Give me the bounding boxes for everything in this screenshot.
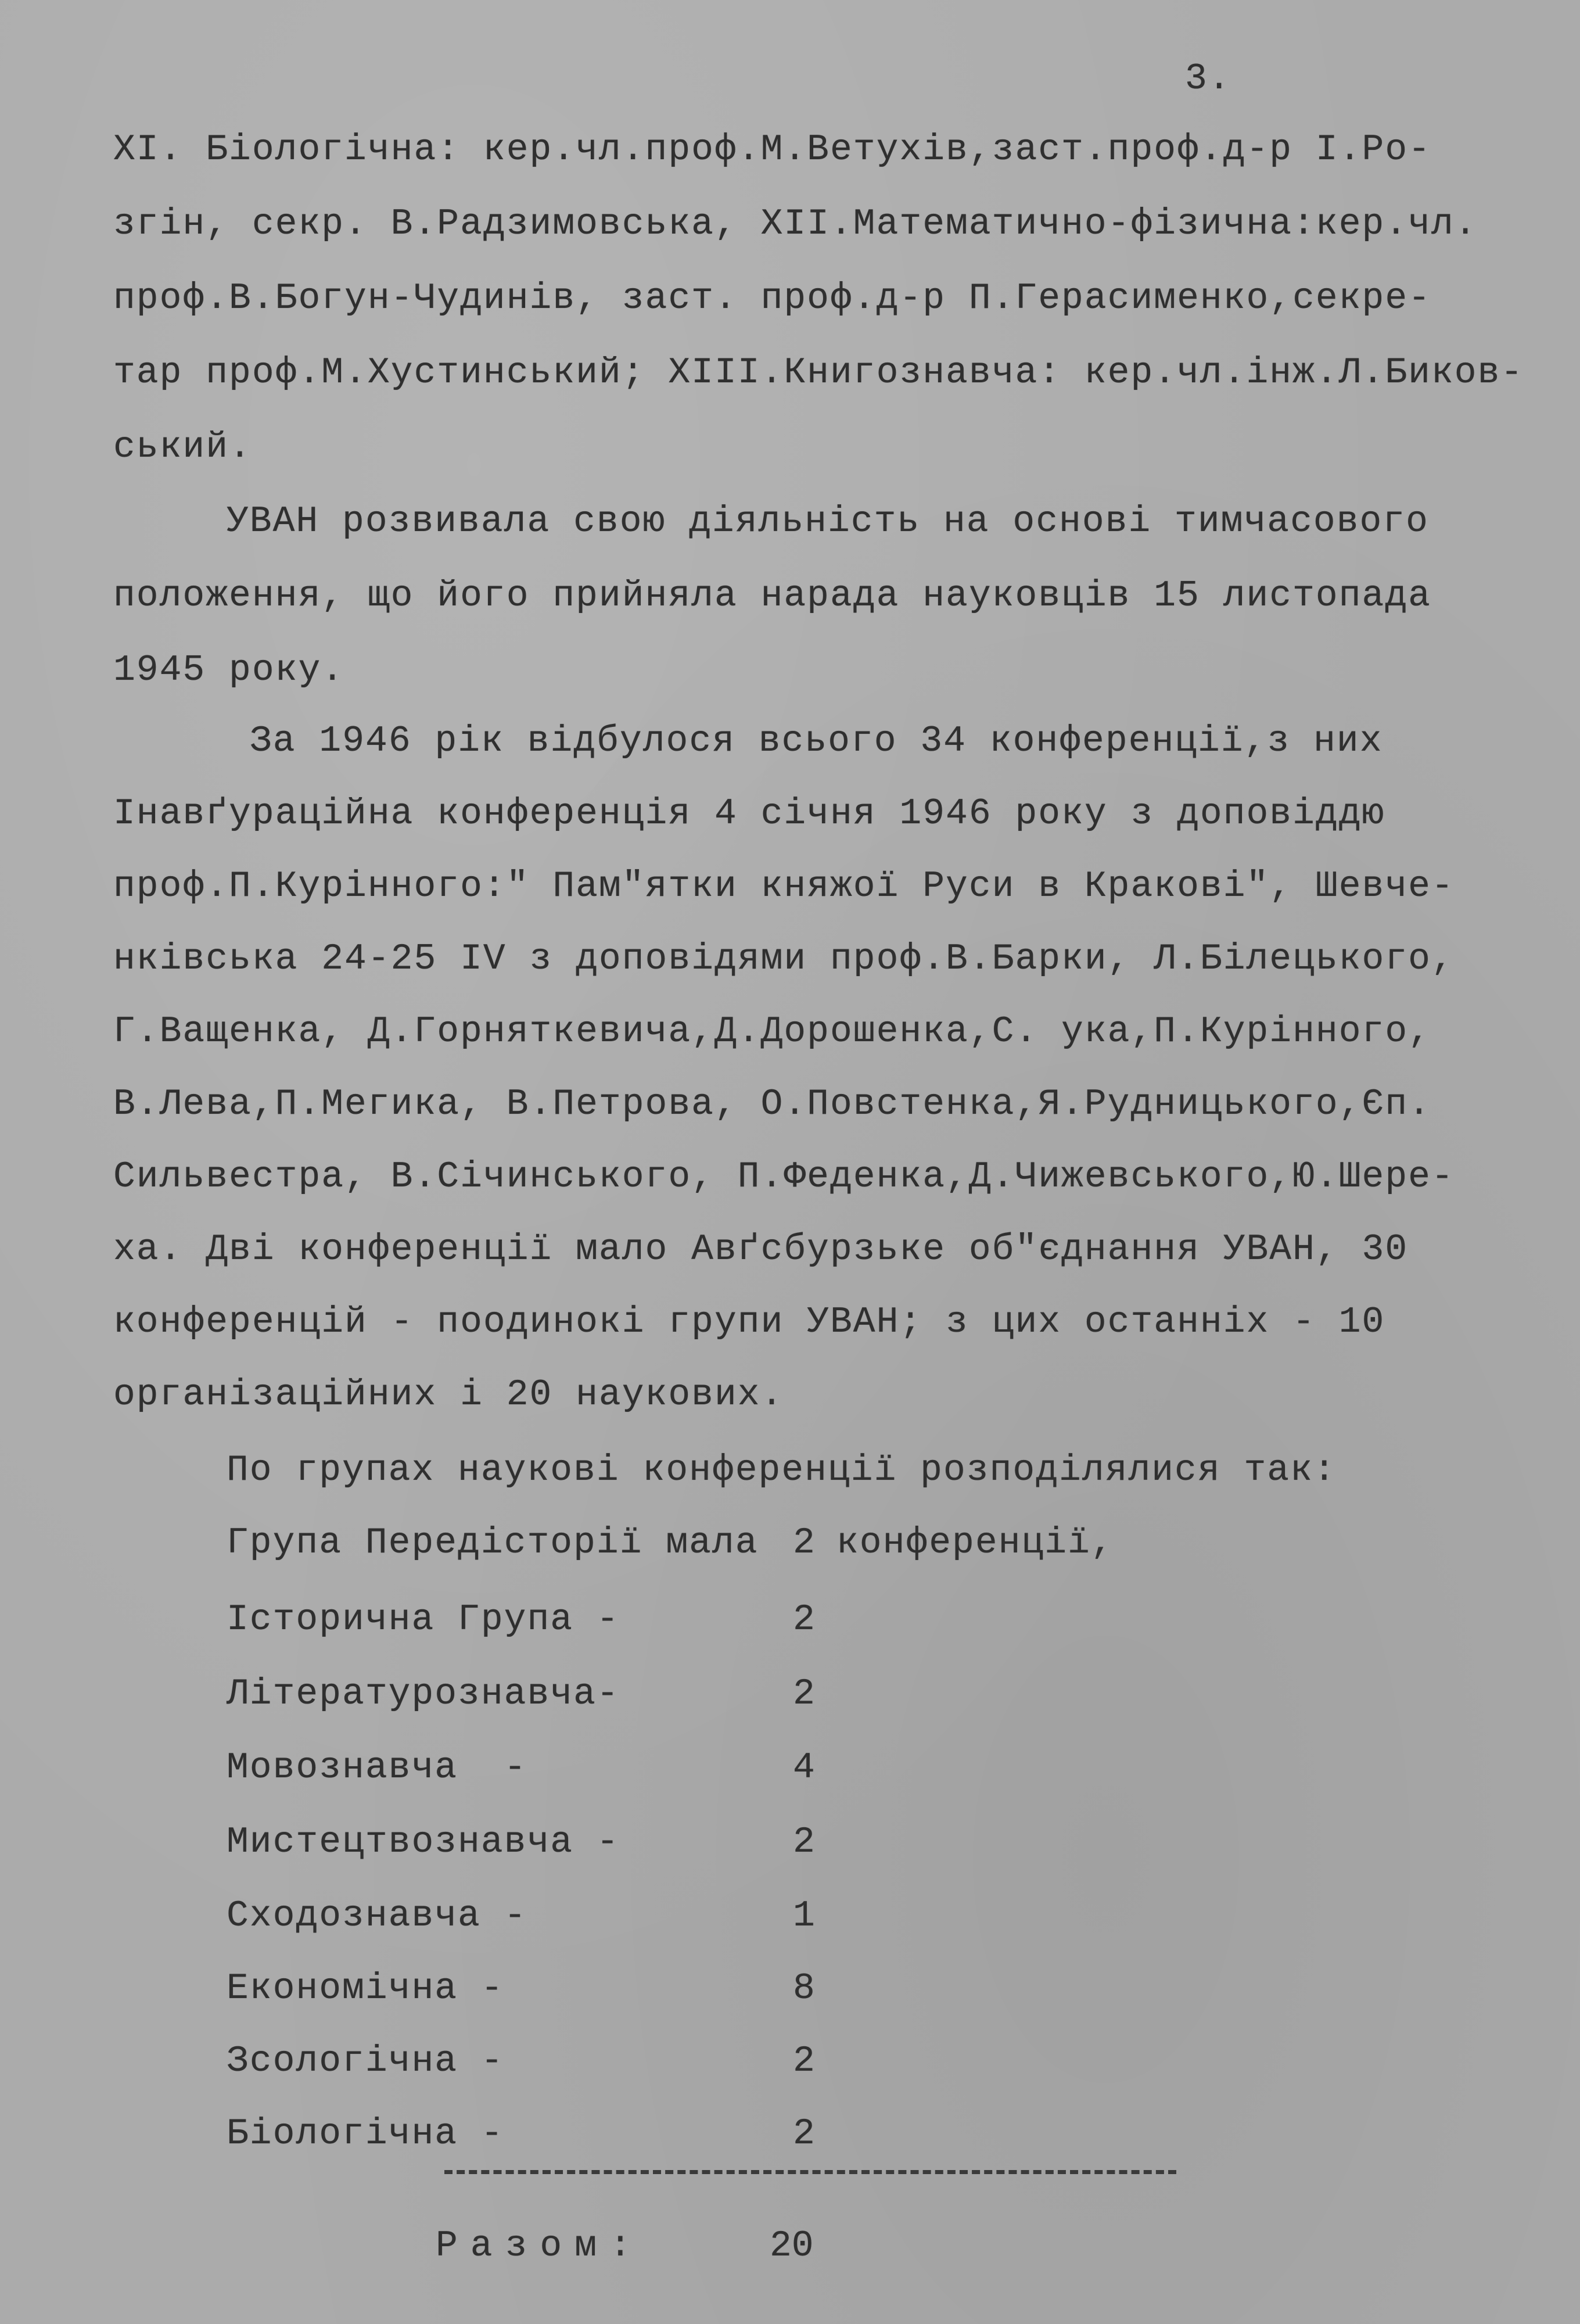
body-line: В.Лева,П.Мегика, В.Петрова, О.Повстенка,Я.Рудницького,Єп. (113, 1084, 1431, 1125)
body-line: проф.П.Курінного:" Пам"ятки княжої Руси в Кракові", Шевче- (113, 866, 1455, 907)
groups-intro: По групах наукові конференції розподілялися так: (227, 1450, 1337, 1491)
group-count: 1 (793, 1895, 815, 1936)
body-line: УВАН розвивала свою діяльність на основі тимчасового (227, 501, 1429, 542)
group-count: 4 (793, 1747, 815, 1788)
group-count: 2 (793, 1522, 815, 1563)
body-line: положення, що його прийняла нарада науковців 15 листопада (113, 575, 1431, 616)
group-name: Економічна - (227, 1968, 504, 2009)
total-label: Разом: (436, 2225, 644, 2266)
total-divider (444, 2170, 1176, 2174)
body-line: Інавґураційна конференція 4 січня 1946 року з доповіддю (113, 793, 1385, 834)
body-line: ський. (113, 426, 252, 468)
page-number: 3. (1185, 58, 1231, 99)
body-line: Сильвестра, В.Січинського, П.Феденка,Д.Чижевського,Ю.Шере- (113, 1156, 1455, 1197)
group-count: 2 (793, 2113, 815, 2154)
group-count: 2 (793, 1821, 815, 1863)
total-value: 20 (770, 2225, 814, 2266)
body-line: За 1946 рік відбулося всього 34 конференції,з них (250, 720, 1383, 762)
group-count-suffix: конференції, (836, 1522, 1114, 1563)
group-count: 2 (793, 2040, 815, 2082)
body-line: проф.В.Богун-Чудинів, заст. проф.д-р П.Герасименко,секре- (113, 278, 1431, 319)
group-name: Мистецтвознавча - (227, 1821, 620, 1863)
group-count: 2 (793, 1673, 815, 1715)
group-name: Історична Група - (227, 1599, 620, 1640)
group-name: Біологічна - (227, 2113, 504, 2154)
group-name: Мовознавча - (227, 1747, 527, 1788)
group-name: Група Передісторії мала (227, 1522, 759, 1563)
body-line: нківська 24-25 IV з доповідями проф.В.Барки, Л.Білецького, (113, 938, 1455, 980)
body-line: XI. Біологічна: кер.чл.проф.М.Ветухів,заст.проф.д-р І.Ро- (113, 129, 1431, 170)
body-line: Г.Ващенка, Д.Горняткевича,Д.Дорошенка,С. ука,П.Курінного, (113, 1011, 1431, 1052)
group-name: Сходознавча - (227, 1895, 527, 1936)
body-line: згін, секр. В.Радзимовська, XII.Математично-фізична:кер.чл. (113, 203, 1478, 245)
group-count: 2 (793, 1599, 815, 1640)
group-count: 8 (793, 1968, 815, 2009)
body-line: тар проф.М.Хустинський; XIII.Книгознавча: кер.чл.інж.Л.Биков- (113, 352, 1524, 393)
group-name: Зсологічна - (227, 2040, 504, 2082)
body-line: конференцій - поодинокі групи УВАН; з цих останніх - 10 (113, 1301, 1385, 1343)
body-line: ха. Дві конференції мало Авґсбурзьке об"єднання УВАН, 30 (113, 1229, 1409, 1270)
body-line: організаційних і 20 наукових. (113, 1374, 784, 1415)
body-line: 1945 року. (113, 650, 345, 691)
group-name: Літературознавча- (227, 1673, 620, 1715)
